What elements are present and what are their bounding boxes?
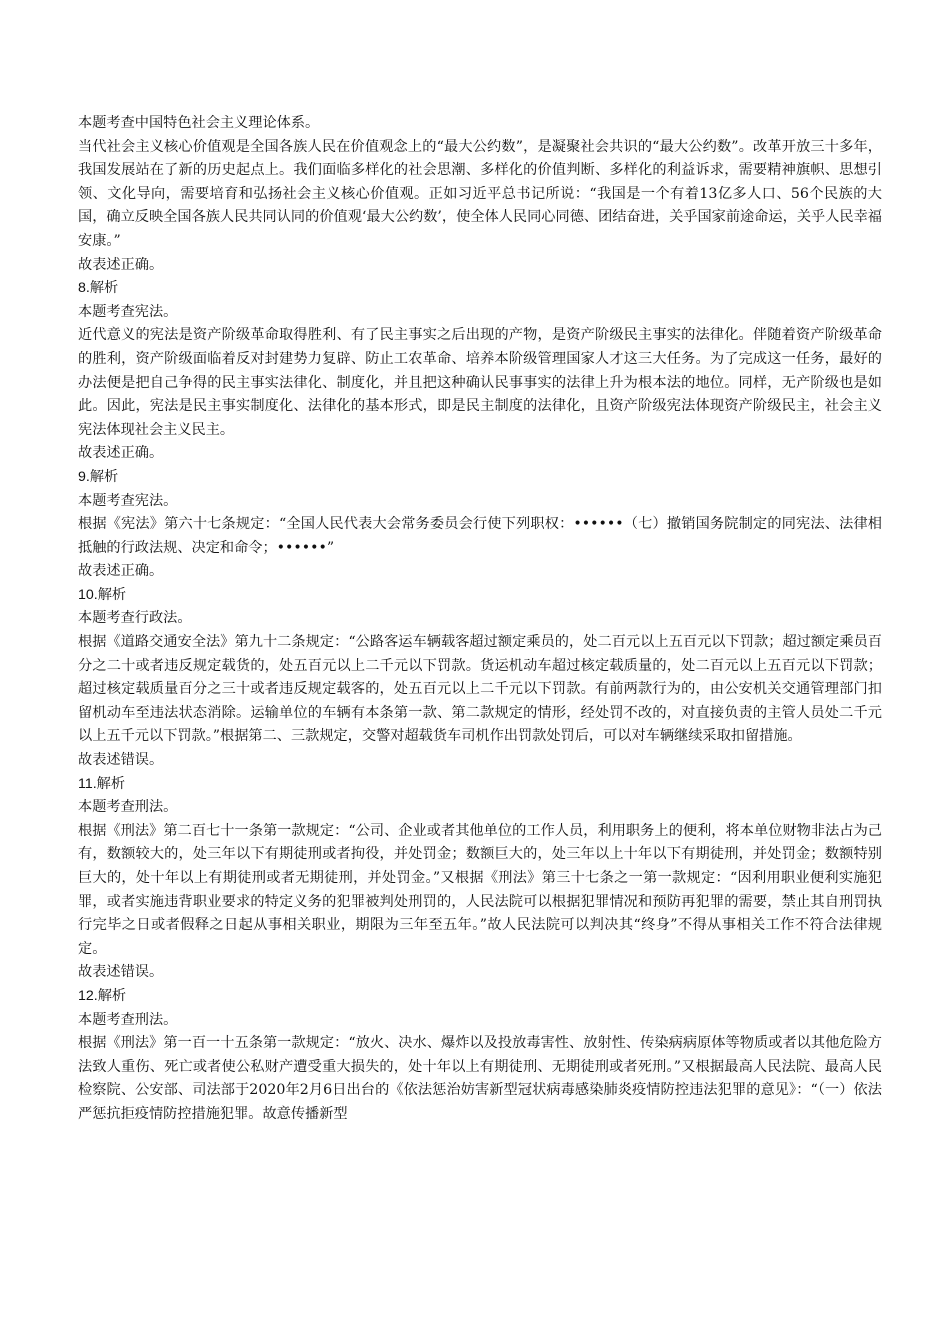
analysis-paragraph-12: 根据《刑法》第一百一十五条第一款规定：“放火、决水、爆炸以及投放毒害性、放射性、传染病病原体等物质或者以其他危险方法致人重伤、死亡或者使公私财产遭受重大损失的，处十年以上有期徒刑、无期徒刑或者死刑。”又根据最高人民法院、最高人民检察院、公安部、司法部于2020年2月6日出台的《依法惩治妨害新型冠状病毒感染肺炎疫情防控违法犯罪的意见》：“（一）依法严惩抗拒疫情防控措施犯罪。故意传播新型: [78, 1035, 882, 1122]
analysis-paragraph-8: 近代意义的宪法是资产阶级革命取得胜利、有了民主事实之后出现的产物，是资产阶级民主事实的法律化。伴随着资产阶级革命的胜利，资产阶级面临着反对封建势力复辟、防止工农革命、培养本阶级管理国家人才这三大任务。为了完成这一任务，最好的办法便是把自己争得的民主事实法律化、制度化，并且把这种确认民事事实的法律上升为根本法的地位。同样，无产阶级也是如此。因此，宪法是民主事实制度化、法律化的基本形式，即是民主制度的法律化，且资产阶级宪法体现资产阶级民主，社会主义宪法体现社会主义民主。: [78, 327, 882, 438]
conclusion-8: 故表述正确。: [78, 445, 164, 462]
topic-line-9: 本题考查宪法。: [78, 492, 178, 509]
conclusion-7: 故表述正确。: [78, 256, 164, 273]
analysis-paragraph-7: 当代社会主义核心价值观是全国各族人民在价值观念上的“最大公约数”，是凝聚社会共识的“最大公约数”。改革开放三十多年，我国发展站在了新的历史起点上。我们面临多样化的社会思潮、多样化的价值判断、多样化的利益诉求，需要精神旗帜、思想引领、文化导向，需要培育和弘扬社会主义核心价值观。正如习近平总书记所说：“我国是一个有着13亿多人口、56个民族的大国，确立反映全国各族人民共同认同的价值观‘最大公约数’，使全体人民同心同德、团结奋进，关乎国家前途命运，关乎人民幸福安康。”: [78, 138, 882, 249]
conclusion-10: 故表述错误。: [78, 752, 164, 769]
question-heading-11: 11.解析: [78, 775, 126, 792]
analysis-paragraph-9: 根据《宪法》第六十七条规定：“全国人民代表大会常务委员会行使下列职权：••••••（七）撤销国务院制定的同宪法、法律相抵触的行政法规、决定和命令；••••••”: [78, 516, 882, 556]
question-heading-9: 9.解析: [78, 468, 119, 485]
document-page: [78, 112, 882, 1127]
question-heading-10: 10.解析: [78, 586, 127, 603]
conclusion-11: 故表述错误。: [78, 964, 164, 981]
question-heading-8: 8.解析: [78, 280, 119, 297]
topic-line-10: 本题考查行政法。: [78, 610, 192, 627]
topic-line-8: 本题考查宪法。: [78, 303, 178, 320]
analysis-paragraph-10: 根据《道路交通安全法》第九十二条规定：“公路客运车辆载客超过额定乘员的，处二百元以上五百元以下罚款；超过额定乘员百分之二十或者违反规定载货的，处五百元以上二千元以下罚款。货运机动车超过核定载质量的，处二百元以上五百元以下罚款；超过核定载质量百分之三十或者违反规定载客的，处五百元以上二千元以下罚款。有前两款行为的，由公安机关交通管理部门扣留机动车至违法状态消除。运输单位的车辆有本条第一款、第二款规定的情形，经处罚不改的，对直接负责的主管人员处二千元以上五千元以下罚款。”根据第二、三款规定，交警对超载货车司机作出罚款处罚后，可以对车辆继续采取扣留措施。: [78, 634, 882, 745]
conclusion-9: 故表述正确。: [78, 563, 164, 580]
question-heading-12: 12.解析: [78, 987, 127, 1004]
topic-line-7: 本题考查中国特色社会主义理论体系。: [78, 115, 320, 131]
analysis-paragraph-11: 根据《刑法》第二百七十一条第一款规定：“公司、企业或者其他单位的工作人员，利用职务上的便利，将本单位财物非法占为己有，数额较大的，处三年以下有期徒刑或者拘役，并处罚金；数额巨大的，处三年以上十年以下有期徒刑，并处罚金；数额特别巨大的，处十年以上有期徒刑或者无期徒刑，并处罚金。”又根据《刑法》第三十七条之一第一款规定：“因利用职业便利实施犯罪，或者实施违背职业要求的特定义务的犯罪被判处刑罚的，人民法院可以根据犯罪情况和预防再犯罪的需要，禁止其自刑罚执行完毕之日或者假释之日起从事相关职业，期限为三年至五年。”故人民法院可以判决其“终身”不得从事相关工作不符合法律规定。: [78, 822, 882, 957]
topic-line-12: 本题考查刑法。: [78, 1011, 178, 1028]
topic-line-11: 本题考查刑法。: [78, 799, 178, 816]
